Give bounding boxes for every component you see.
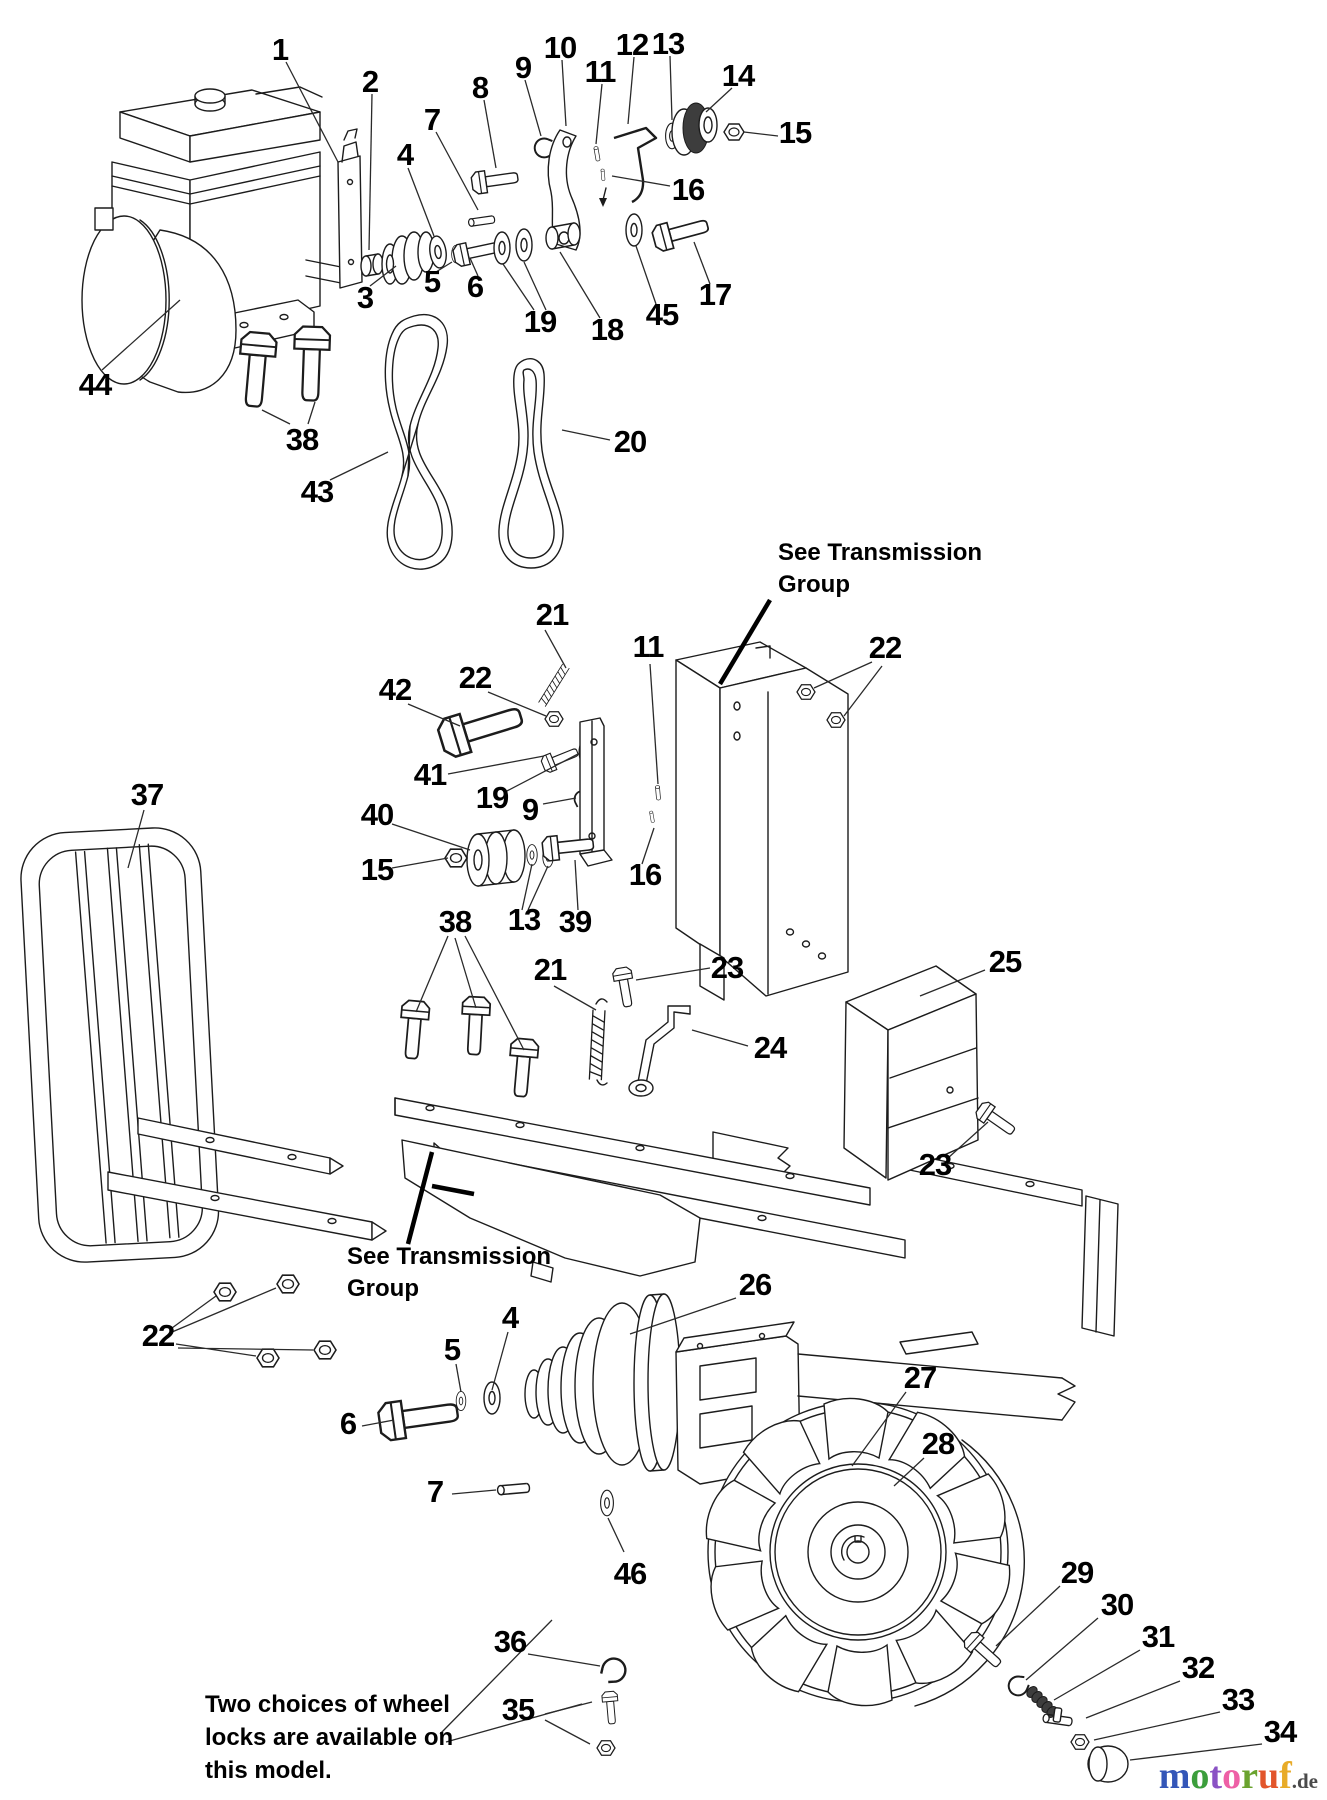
callout-44: 44: [78, 367, 112, 402]
nut-22-b: [827, 713, 845, 727]
callout-16: 16: [671, 172, 705, 207]
callout-25: 25: [988, 944, 1022, 979]
transmission-note-lower-line2: Group: [347, 1275, 419, 1302]
footnote-line2: locks are available on: [205, 1724, 454, 1751]
belt-20: [499, 359, 563, 568]
callout-8: 8: [471, 70, 489, 105]
mounting-plate-1: [338, 129, 362, 288]
callout-7: 7: [423, 102, 441, 137]
callout-19-m: 19: [475, 780, 509, 815]
callout-5-l: 5: [443, 1332, 461, 1367]
callout-20: 20: [613, 424, 647, 459]
pin-7: [468, 215, 495, 226]
transmission-note-upper: [778, 539, 982, 598]
callout-36: 36: [493, 1624, 527, 1659]
handle-frame-37: [19, 826, 386, 1265]
callout-26: 26: [738, 1267, 772, 1302]
callout-12: 12: [615, 27, 649, 62]
wheel-locks-footnote: [205, 1691, 453, 1784]
washer-13-mid-a: [527, 845, 537, 866]
idler-pulley-14: [672, 103, 717, 155]
callout-16-m: 16: [628, 857, 662, 892]
callout-6: 6: [466, 269, 484, 304]
belt-cover-25: [844, 966, 978, 1180]
callout-29: 29: [1060, 1555, 1094, 1590]
wheel-27-28: [701, 1398, 1024, 1706]
callout-22-m: 22: [458, 660, 492, 695]
callout-30: 30: [1100, 1587, 1134, 1622]
motoruf-logo-suffix: .de: [1291, 1769, 1318, 1793]
callout-5: 5: [423, 264, 441, 299]
nut-22-mid: [545, 712, 563, 726]
callout-4: 4: [396, 137, 414, 172]
nut-22-d: [277, 1275, 299, 1293]
callout-32: 32: [1181, 1650, 1215, 1685]
callout-39: 39: [558, 904, 592, 939]
callout-35: 35: [501, 1692, 535, 1727]
bolt-8: [471, 166, 520, 194]
bolt-35: [597, 1691, 620, 1755]
nut-22-f: [314, 1341, 336, 1359]
washer-19a: [494, 232, 510, 264]
callout-33: 33: [1221, 1682, 1255, 1717]
washer-4-lower: [484, 1382, 500, 1414]
bolt-23: [612, 966, 637, 1008]
shoulder-bolt-41: [540, 744, 581, 774]
transmission-bracket: [676, 642, 848, 1000]
callout-38: 38: [285, 422, 319, 457]
bolt-38a: [236, 331, 277, 407]
washer-45: [626, 214, 642, 246]
callout-28: 28: [921, 1426, 955, 1461]
nut-22-e: [257, 1349, 279, 1367]
pin-11: [594, 146, 601, 161]
callout-2: 2: [361, 64, 379, 99]
spring-21: [539, 664, 570, 707]
transmission-note-lower: [347, 1243, 551, 1302]
cap-34: [1088, 1746, 1128, 1782]
callout-18: 18: [590, 312, 624, 347]
callout-42: 42: [378, 672, 412, 707]
transmission-note-upper-line1: See Transmission: [778, 539, 983, 566]
callout-34: 34: [1263, 1714, 1297, 1749]
callout-21: 21: [535, 597, 569, 632]
callout-21-l: 21: [533, 952, 567, 987]
spring-21-lower: [589, 999, 607, 1085]
callout-4-l: 4: [501, 1300, 519, 1335]
pin-16-mid: [649, 811, 654, 823]
bolt-17: [651, 213, 711, 253]
belt-43: [385, 315, 452, 570]
callout-17: 17: [698, 277, 732, 312]
callout-11-m: 11: [632, 629, 664, 664]
bolt-38b: [293, 326, 331, 401]
nut-15-mid: [445, 849, 467, 867]
clutch-rod-24: [629, 1006, 690, 1096]
nut-15: [724, 124, 744, 140]
callout-27: 27: [903, 1360, 937, 1395]
callout-38-l: 38: [438, 904, 472, 939]
callout-40: 40: [360, 797, 394, 832]
pin-16: [599, 169, 607, 207]
flat-idler-pulley-40: [467, 830, 525, 886]
bolt-42: [436, 697, 527, 759]
callout-9: 9: [514, 50, 532, 85]
callout-9-m: 9: [521, 792, 539, 827]
callout-15: 15: [778, 115, 812, 150]
footnote-line1: Two choices of wheel: [205, 1691, 450, 1718]
callout-46: 46: [613, 1556, 647, 1591]
motoruf-logo: motoruf.de: [1158, 1755, 1318, 1797]
callout-3: 3: [356, 280, 374, 315]
callout-31: 31: [1141, 1619, 1175, 1654]
callout-11: 11: [584, 54, 616, 89]
callout-43: 43: [300, 474, 334, 509]
transmission-note-upper-line2: Group: [778, 571, 850, 598]
callout-45: 45: [645, 297, 679, 332]
nut-22-a: [797, 685, 815, 699]
nut-33: [1071, 1735, 1089, 1749]
callout-13-l: 13: [507, 902, 541, 937]
callout-41: 41: [413, 757, 447, 792]
bolt-6-lower: [377, 1393, 460, 1441]
bolt-38-c: [398, 1000, 430, 1060]
callout-37: 37: [130, 777, 164, 812]
callout-23: 23: [710, 950, 744, 985]
nut-22-c: [214, 1283, 236, 1301]
callout-23-r: 23: [918, 1147, 952, 1182]
pin-7-lower: [497, 1483, 530, 1495]
washer-46: [601, 1490, 614, 1516]
callout-19: 19: [523, 304, 557, 339]
callout-13: 13: [651, 26, 685, 61]
callout-6-l: 6: [339, 1406, 357, 1441]
washer-19b: [516, 229, 532, 261]
callout-15-m: 15: [360, 852, 394, 887]
callout-7-l: 7: [426, 1474, 444, 1509]
callout-14: 14: [721, 58, 755, 93]
transmission-note-lower-line1: See Transmission: [347, 1243, 552, 1270]
pin-11-mid: [655, 785, 660, 800]
spacer-2: [361, 254, 383, 276]
callout-1: 1: [271, 32, 289, 67]
clip-36: [597, 1654, 630, 1687]
callout-22-l: 22: [141, 1318, 175, 1353]
belt-guide-12: [614, 128, 656, 202]
callout-22-r: 22: [868, 630, 902, 665]
footnote-line3: this model.: [205, 1757, 332, 1784]
bolt-23-right: [973, 1100, 1018, 1140]
callout-10: 10: [543, 30, 577, 65]
callout-24: 24: [753, 1030, 787, 1065]
